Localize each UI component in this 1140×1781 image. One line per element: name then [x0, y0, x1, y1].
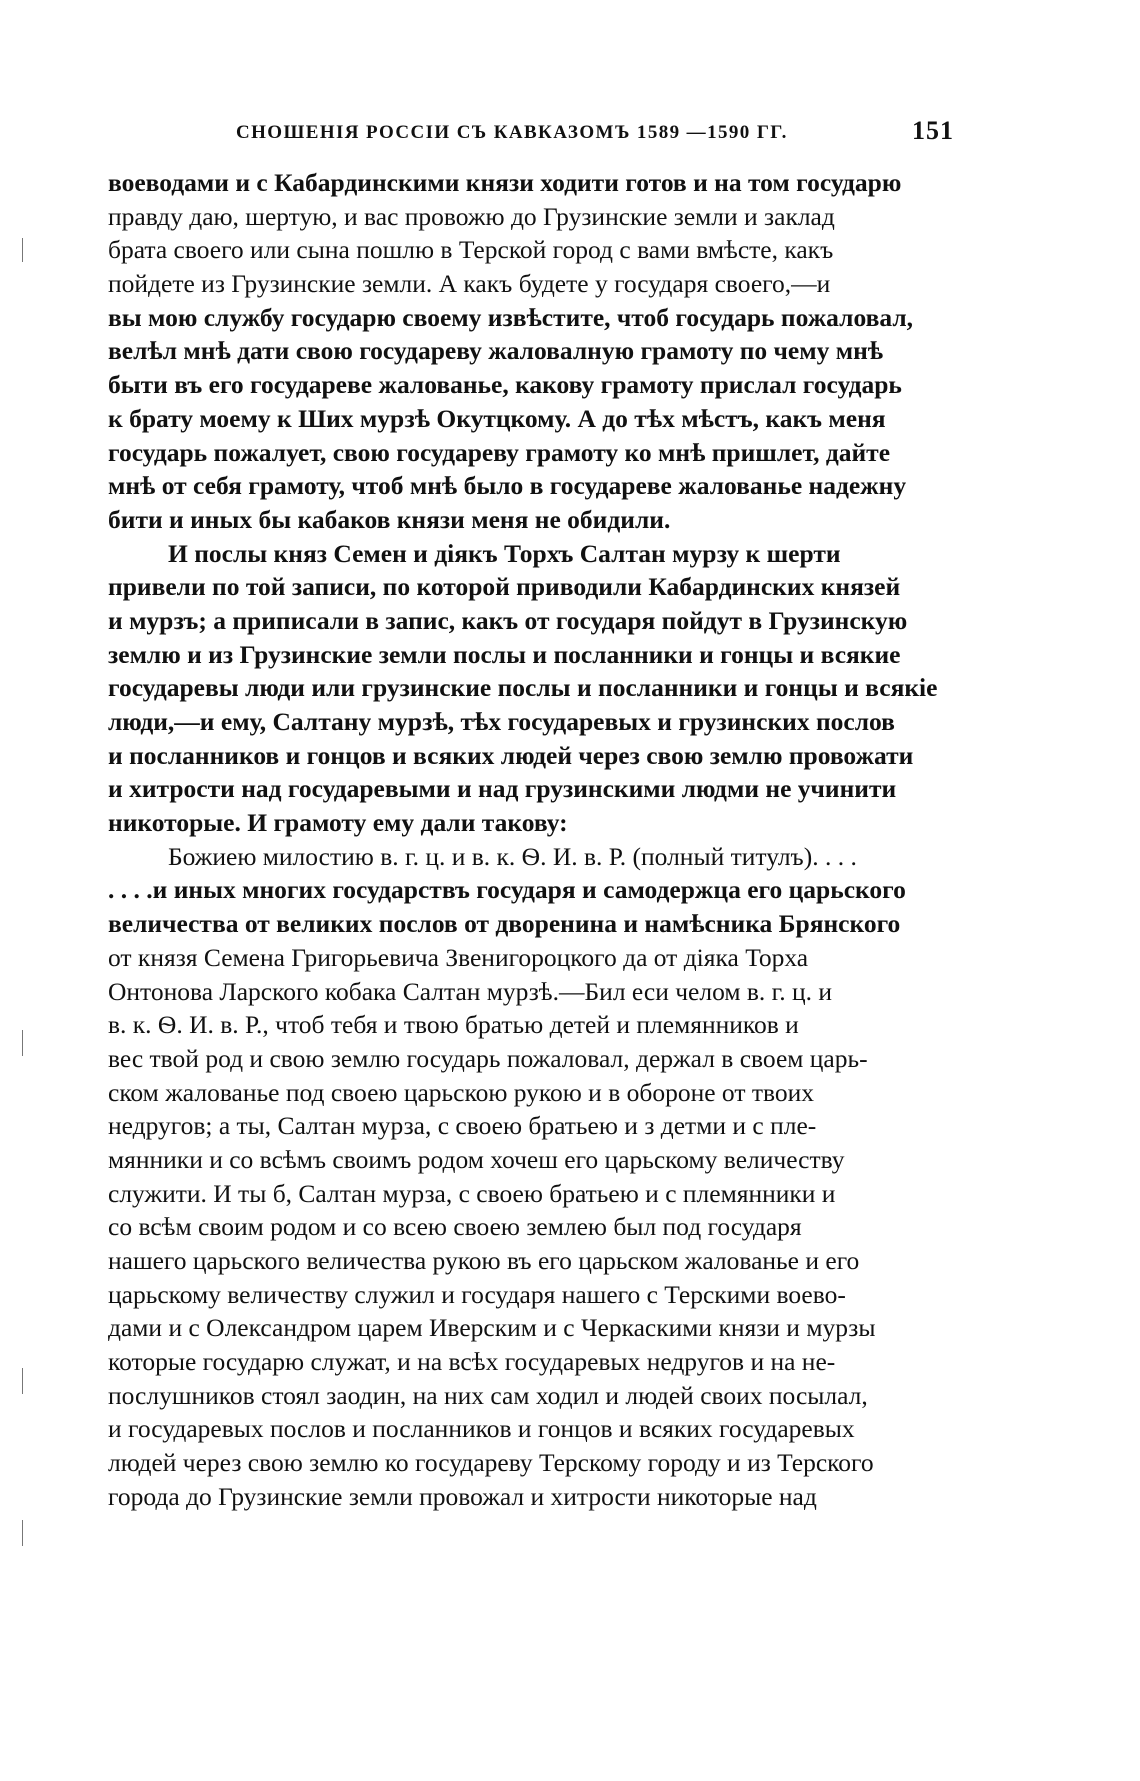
page-body: [108, 166, 954, 1514]
text-line: Онтонова Ларского кобака Салтан мурзѣ.—Бил еси челом в. г. ц. и: [108, 976, 833, 1006]
text-line: государь пожалует, свою государеву грамоту ко мнѣ пришлет, дайте: [108, 437, 891, 467]
text-line: воеводами и с Кабардинскими князи ходити готов и на том государю: [108, 168, 902, 197]
text-line: землю и из Грузинские земли послы и посланники и гонцы и всякие: [108, 639, 901, 669]
text-line: недругов; а ты, Салтан мурза, с своею братьею и з детми и с пле-: [108, 1111, 817, 1141]
text-line: И послы княз Семен и діякъ Торхъ Салтан мурзу к шерти: [168, 538, 841, 568]
text-line: велѣл мнѣ дати свою государеву жаловалную грамоту по чему мнѣ: [108, 336, 884, 366]
margin-scan-mark: [22, 1520, 23, 1546]
text-line: величества от великих послов от дворенина и намѣсника Брянского: [108, 909, 901, 939]
margin-scan-mark: [22, 1030, 23, 1056]
text-line: привели по той записи, по которой приводили Кабардинских князей: [108, 572, 901, 602]
text-line: вес твой род и свою землю государь пожаловал, держал в своем царь-: [108, 1043, 868, 1073]
text-line: пойдете из Грузинские земли. А какъ будете у государя своего,—и: [108, 269, 831, 299]
text-line: со всѣм своим родом и со всею своею землею был под государя: [108, 1212, 802, 1242]
text-line: от князя Семена Григорьевича Звенигороцкого да от діяка Торха: [108, 942, 809, 972]
text-line: и хитрости над государевыми и над грузинскими людми не учинити: [108, 774, 897, 804]
text-line: царьскому величеству служил и государя нашего с Терскими воево-: [108, 1279, 846, 1309]
text-line: . . . .и иных многих государствъ государя и самодержца его царьского: [108, 875, 906, 905]
page-header: [118, 112, 954, 158]
text-line: людей через свою землю ко государеву Терскому городу и из Терского: [108, 1448, 874, 1478]
paragraph-3: [108, 840, 954, 1514]
margin-scan-mark: [22, 238, 23, 262]
running-title: СНОШЕНІЯ РОССІИ СЪ КАВКАЗОМЪ 1589 —1590 ГГ.: [236, 122, 788, 143]
text-line: мянники и со всѣмъ своимъ родом хочеш его царьскому величеству: [108, 1144, 845, 1174]
text-line: и государевых послов и посланников и гонцов и всяких государевых: [108, 1414, 855, 1444]
text-line: вы мою службу государю своему извѣстите, чтоб государь пожаловал,: [108, 302, 914, 332]
paragraph-1: [108, 166, 954, 537]
text-line: ском жалованье под своею царьскою рукою и в обороне от твоих: [108, 1077, 815, 1107]
text-line: нашего царьского величества рукою въ его царьском жалованье и его: [108, 1246, 860, 1275]
text-line: послушников стоял заодин, на них сам ходил и людей своих посылал,: [108, 1380, 868, 1410]
text-line: брата своего или сына пошлю в Терской город с вами вмѣсте, какъ: [108, 235, 834, 265]
text-line: города до Грузинские земли провожал и хитрости никоторые над: [108, 1481, 817, 1511]
text-line: служити. И ты б, Салтан мурза, с своею братьею и с племянники и: [108, 1178, 836, 1208]
margin-scan-mark: [22, 1368, 23, 1394]
text-line: люди,—и ему, Салтану мурзѣ, тѣх государевых и грузинских послов: [108, 707, 895, 736]
text-line: и мурзъ; а приписали в запис, какъ от государя пойдут в Грузинскую: [108, 605, 908, 635]
text-line: быти въ его государеве жалованье, какову грамоту прислал государь: [108, 370, 902, 400]
text-line: в. к. Ѳ. И. в. Р., чтоб тебя и твою братью детей и племянников и: [108, 1010, 799, 1040]
text-line: государевы люди или грузинские послы и посланники и гонцы и всякіе: [108, 673, 938, 703]
paragraph-2: [108, 537, 954, 840]
text-line: бити и иных бы кабаков князи меня не обидили.: [108, 504, 671, 534]
text-line: Божиею милостию в. г. ц. и в. к. Ѳ. И. в. Р. (полный титулъ). . . .: [168, 841, 857, 871]
text-line: которые государю служат, и на всѣх государевых недругов и на не-: [108, 1347, 836, 1377]
text-line: дами и с Олександром царем Иверским и с Черкаскими князи и мурзы: [108, 1313, 876, 1343]
text-line: правду даю, шертую, и вас провожю до Грузинские земли и заклад: [108, 201, 835, 231]
text-line: никоторые. И грамоту ему дали такову:: [108, 808, 568, 838]
text-line: к брату моему к Ших мурзѣ Окутцкому. А до тѣх мѣстъ, какъ меня: [108, 403, 886, 433]
text-line: мнѣ от себя грамоту, чтоб мнѣ было в государеве жалованье надежну: [108, 471, 907, 501]
page-number: 151: [912, 116, 954, 145]
text-line: и посланников и гонцов и всяких людей через свою землю провожати: [108, 740, 914, 770]
